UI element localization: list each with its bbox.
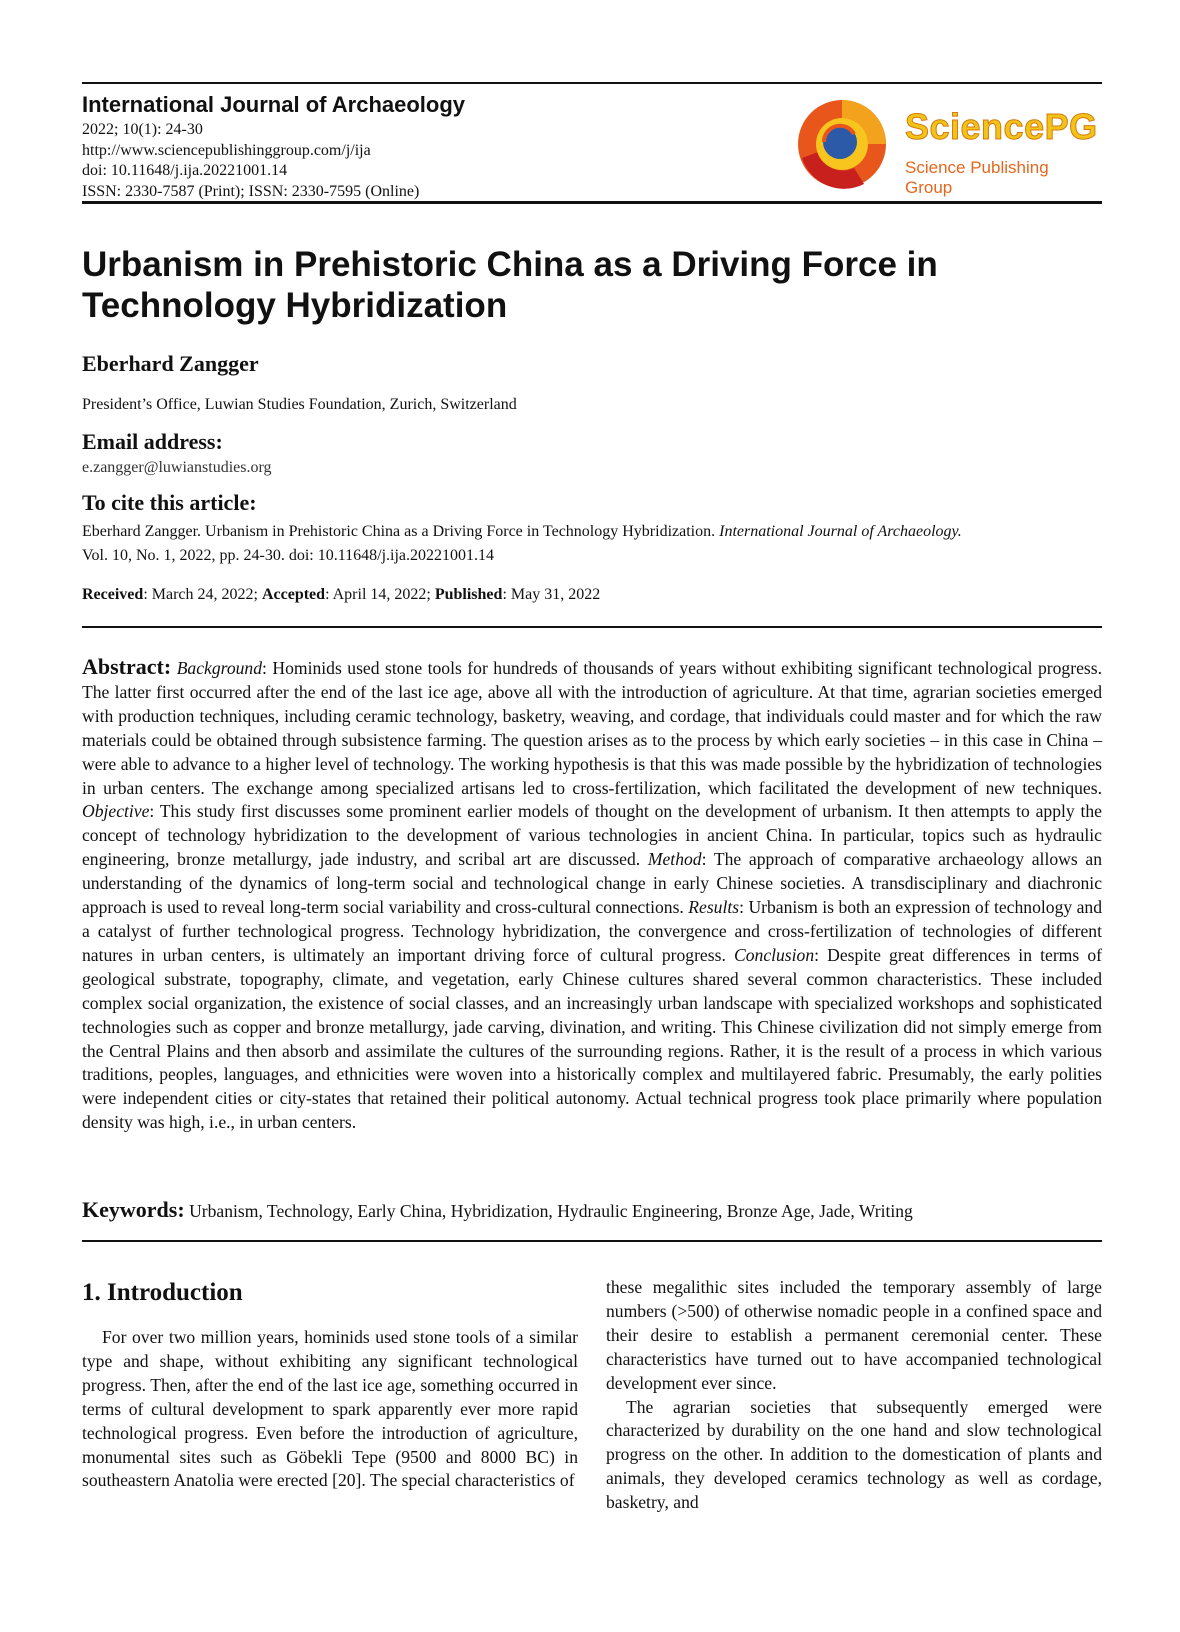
intro-paragraph-3: The agrarian societies that subsequently emerged were characterized by durability on the one hand and slow technological progress on the other. In addition to the domestication of plants and animals, they developed ceramics technology as well as cordage, basketry, and [606, 1396, 1102, 1513]
title-line-1: Urbanism in Prehistoric China as a Driving Force in [82, 245, 938, 284]
sciencepg-logo [800, 96, 1100, 197]
article-title [82, 244, 1082, 326]
journal-url[interactable]: http://www.sciencepublishinggroup.com/j/ija [82, 141, 371, 159]
results-label: Results [688, 897, 740, 918]
issn: ISSN: 2330-7587 (Print); ISSN: 2330-7595 (Online) [82, 182, 420, 200]
abstract [82, 655, 1102, 1135]
sciencepg-swirl-icon [794, 96, 890, 192]
accepted-date: : April 14, 2022; [325, 586, 435, 603]
intro-paragraph-2: these megalithic sites included the temporary assembly of large numbers (>500) of otherwise nomadic people in a confined space and their desire to establish a permanent ceremonial center. These characteristics have turned out to have accompanied technological development ever since. [606, 1277, 1102, 1393]
journal-name: International Journal of Archaeology [82, 92, 466, 117]
background-label: Background [176, 658, 263, 678]
citation-text: Eberhard Zangger. Urbanism in Prehistoric China as a Driving Force in Technology Hybridization. [82, 523, 716, 540]
intro-left-column [82, 1326, 578, 1493]
title-line-2: Technology Hybridization [82, 286, 508, 325]
doi[interactable]: doi: 10.11648/j.ija.20221001.14 [82, 162, 288, 179]
objective-label: Objective [82, 801, 150, 822]
email-heading: Email address: [82, 429, 223, 454]
cite-heading: To cite this article: [82, 490, 257, 515]
method-text: : The approach of comparative archaeology allows an understanding of the dynamics of long-term social and technological change in early Chinese societies. A transdisciplinary and diachronic approach is used to reveal long-term social variability and cross-cultural connections. [82, 849, 1102, 918]
method-label: Method [647, 849, 702, 870]
conclusion-label: Conclusion [733, 944, 815, 965]
conclusion-text: : Despite great differences in terms of geological substrate, topography, climate, and vegetation, early Chinese cultures shared several common characteristics. These included complex social organization, the existence of social classes, and an increasingly urban landscape with specialized workshops and sophisticated technologies such as copper and bronze metallurgy, jade carving, divination, and writing. This Chinese civilization did not simply emerge from the Central Plains and then absorb and assimilate the cultures of the surrounding regions. Rather, it is the result of a process in which various traditions, peoples, languages, and ethnicities were woven into a historically complex and multilayered fabric. Presumably, the early polities were independent cities or city-states that retained their political autonomy. Actual technical progress took place primarily where population density was high, i.e., in urban centers. [82, 944, 1103, 1133]
section-heading-introduction: 1. Introduction [82, 1279, 243, 1306]
logo-brand: SciencePG [905, 106, 1098, 147]
keywords-label: Keywords: [82, 1197, 185, 1222]
accepted-label: Accepted [261, 586, 326, 603]
background-text: : Hominids used stone tools for hundreds of thousands of years without exhibiting significant technological progress. The latter first occurred after the end of the last ice age, above all with the introduction of agriculture. At that time, agrarian societies emerged with production techniques, including ceramic technology, basketry, weaving, and cordage, that individuals could master and for which the raw materials could be obtained through subsistence farming. The question arises as to the process by which early societies – in this case in China – were able to advance to a higher level of technology. The working hypothesis is that this was made possible by the hybridization of technologies in urban centers. The exchange among specialized artisans led to cross-fertilization, which facilitated the development of new techniques. [82, 658, 1102, 798]
author-name: Eberhard Zangger [82, 351, 259, 376]
keywords-text: Urbanism, Technology, Early China, Hybridization, Hydraulic Engineering, Bronze Age, Jade, Writing [189, 1201, 913, 1221]
citation-volume: Vol. 10, No. 1, 2022, pp. 24-30. doi: 10.11648/j.ija.20221001.14 [82, 547, 494, 564]
abstract-label: Abstract: [82, 654, 172, 679]
abstract-top-rule [82, 626, 1102, 628]
volume-issue: 2022; 10(1): 24-30 [82, 121, 203, 138]
citation-journal: International Journal of Archaeology. [719, 523, 962, 540]
journal-meta [82, 120, 419, 202]
published-label: Published [434, 586, 503, 603]
published-date: : May 31, 2022 [502, 586, 601, 603]
intro-right-column [606, 1276, 1102, 1515]
intro-paragraph-1: For over two million years, hominids used stone tools of a similar type and shape, without exhibiting any significant technological progress. Then, after the end of the last ice age, something occurred in terms of cultural development to spark apparently ever more rapid technological progress. Even before the introduction of agriculture, monumental sites such as Göbekli Tepe (9500 and 8000 BC) in southeastern Anatolia were erected [20]. The special characteristics of [82, 1327, 578, 1491]
keywords [82, 1197, 1102, 1223]
body-top-rule [82, 1240, 1102, 1242]
email-address[interactable]: e.zangger@luwianstudies.org [82, 459, 272, 476]
affiliation: President’s Office, Luwian Studies Foundation, Zurich, Switzerland [82, 396, 517, 413]
citation [82, 520, 1102, 568]
header-bottom-rule [82, 201, 1102, 204]
objective-text: : This study first discusses some prominent earlier models of thought on the development of urbanism. It then attempts to apply the concept of technology hybridization to the development of various technologies in ancient China. In particular, topics such as hydraulic engineering, bronze metallurgy, jade industry, and scribal art are discussed. [82, 801, 1102, 870]
received-label: Received [82, 586, 144, 603]
publication-dates [82, 586, 600, 604]
results-text: : Urbanism is both an expression of technology and a catalyst of further technological progress. Technology hybridization, the convergence and cross-fertilization of technologies of different natures in urban centers, is ultimately an important driving force of cultural progress. [82, 897, 1103, 965]
header-top-rule [82, 82, 1102, 84]
logo-subtitle: Science Publishing Group [905, 158, 1049, 197]
received-date: : March 24, 2022; [143, 586, 262, 603]
